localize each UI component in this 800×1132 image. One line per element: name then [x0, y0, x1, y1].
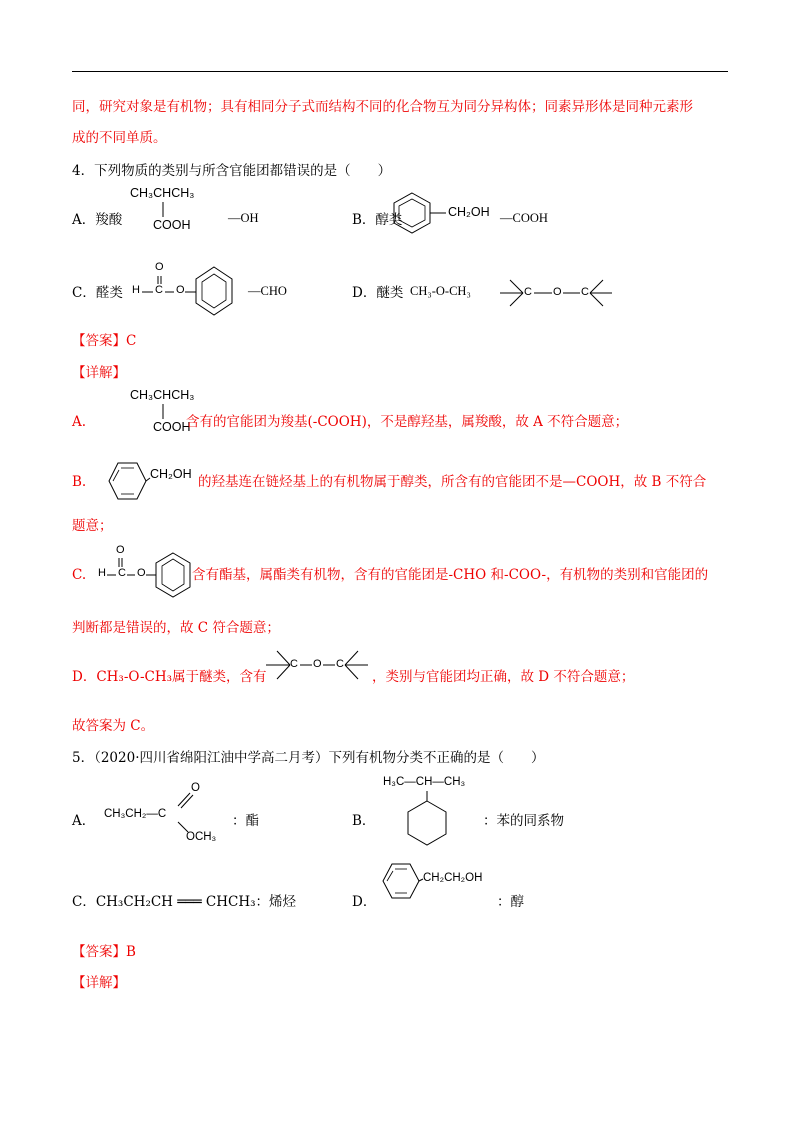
q5-d-class: ：醇 — [497, 894, 524, 910]
q4-c-h: H — [132, 284, 140, 296]
q5-a-o-top: O — [191, 782, 200, 794]
q5-a-chain: CH₃CH₂—C — [104, 808, 167, 820]
q4-detail-heading: 【详解】 — [72, 365, 126, 381]
q4-exp-c-label: C. — [72, 567, 87, 583]
q4-exp-a-structure-bottom: COOH — [153, 420, 191, 434]
q4-exp-c-o: O — [137, 567, 146, 579]
q4-exp-c-o-top: O — [116, 544, 125, 556]
q4-conclusion: 故答案为 C。 — [72, 718, 155, 734]
q4-exp-d-c-left: C — [290, 658, 298, 670]
q4-exp-d-text-2: ，类别与官能团均正确，故 D 不符合题意； — [372, 669, 635, 685]
q4-d-c-left: C — [524, 286, 532, 298]
q4-exp-a-label: A. — [72, 414, 87, 430]
intro-line-1: 同，研究对象是有机物；具有相同分子式而结构不同的化合物互为同分异构体；同素异形体是同种元素形 — [72, 99, 693, 115]
q4-exp-c-c: C — [118, 567, 126, 579]
q4-exp-b-label: B. — [72, 474, 87, 490]
q4-exp-d-text-1: D．CH₃-O-CH₃属于醚类，含有 — [72, 669, 267, 685]
q4-c-o: O — [176, 284, 185, 296]
q4-a-structure-bottom: COOH — [153, 218, 191, 232]
q4-d-c-right: C — [581, 286, 589, 298]
intro-line-2: 成的不同单质。 — [72, 130, 167, 146]
q4-stem: 4．下列物质的类别与所含官能团都错误的是（ ） — [72, 163, 392, 179]
q5-answer: 【答案】B — [72, 944, 136, 960]
q4-a-structure-top: CH₃CHCH₃ — [130, 186, 195, 200]
q4-a-group: —OH — [228, 211, 259, 225]
q4-b-group: —COOH — [500, 211, 548, 225]
q4-d-o: O — [553, 286, 562, 298]
q4-option-d-label: D．醚类 — [352, 285, 404, 301]
q4-exp-d-c-right: C — [336, 658, 344, 670]
q5-b-top: H₃C—CH—CH₃ — [383, 776, 466, 788]
q5-option-a-label: A． — [72, 813, 96, 829]
q4-exp-d-o: O — [313, 658, 322, 670]
q4-c-group: —CHO — [248, 284, 287, 298]
q5-option-d-label: D． — [352, 894, 377, 910]
q5-detail-heading: 【详解】 — [72, 975, 126, 991]
q4-exp-a-text: 含有的官能团为羧基(-COOH)，不是醇羟基，属羧酸，故 A 不符合题意； — [186, 414, 629, 430]
q4-exp-b-text-2: 题意； — [72, 518, 113, 534]
q4-exp-c-text-2: 判断都是错误的，故 C 符合题意； — [72, 620, 280, 636]
q4-exp-b-text: 的羟基连在链烃基上的有机物属于醇类，所含有的官能团不是—COOH，故 B 不符合 — [198, 474, 707, 490]
q5-option-c: C．CH₃CH₂CH ═══ CHCH₃：烯烃 — [72, 894, 297, 910]
q5-b-class: ：苯的同系物 — [483, 813, 564, 829]
q5-d-substituent: CH₂CH₂OH — [423, 872, 483, 884]
q4-option-a-label: A．羧酸 — [72, 212, 123, 228]
q5-a-class: ：酯 — [232, 813, 259, 829]
q4-b-substituent: CH₂OH — [448, 205, 490, 219]
q4-exp-c-h: H — [98, 567, 106, 579]
q4-exp-c-text: 含有酯基，属酯类有机物，含有的官能团是-CHO 和-COO-，有机物的类别和官能团的 — [192, 567, 709, 583]
q5-stem: 5．（2020·四川省绵阳江油中学高二月考）下列有机物分类不正确的是（ ） — [72, 750, 545, 766]
q4-c-c: C — [155, 284, 163, 296]
q5-a-och3: OCH₃ — [186, 831, 217, 843]
q4-exp-a-structure-top: CH₃CHCH₃ — [130, 388, 195, 402]
q5-option-b-label: B． — [352, 813, 376, 829]
q4-exp-b-substituent: CH₂OH — [150, 467, 192, 481]
q4-answer: 【答案】C — [72, 333, 137, 349]
q4-option-c-label: C．醛类 — [72, 285, 123, 301]
q4-c-o-top: O — [155, 261, 164, 273]
q4-d-formula: CH₃-O-CH₃ — [410, 284, 471, 298]
q4-option-b-label: B．醇类 — [352, 212, 403, 228]
